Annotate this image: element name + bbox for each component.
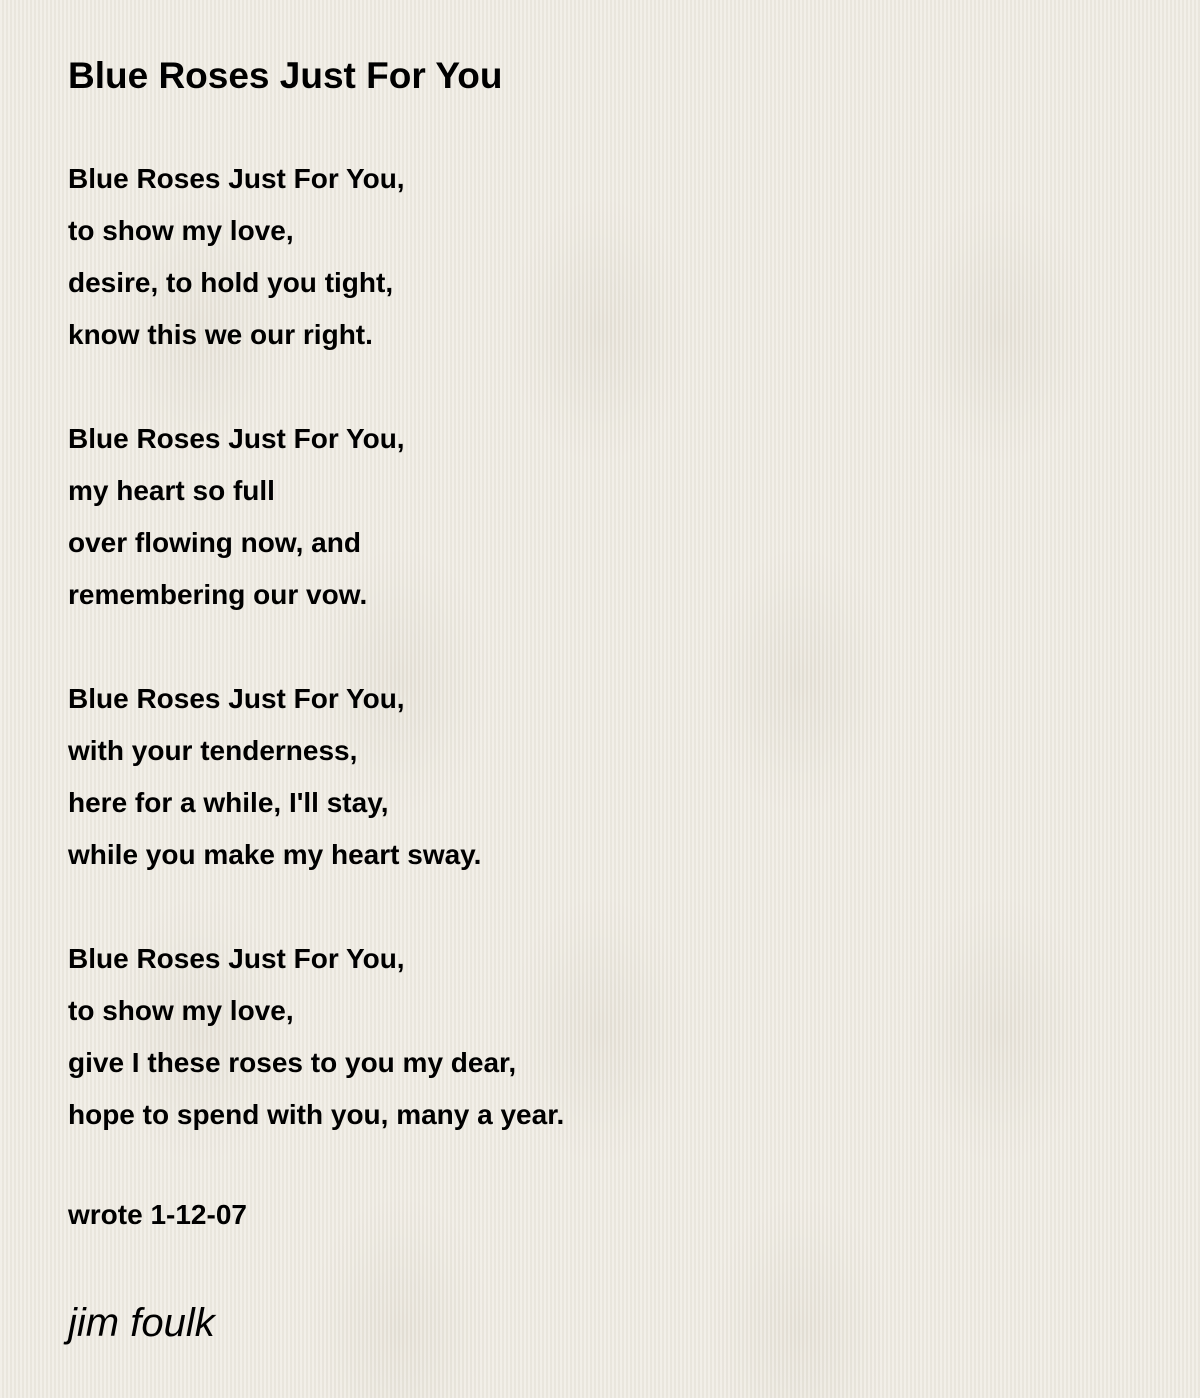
poem-line: here for a while, I'll stay, [68,787,389,818]
poem-line: while you make my heart sway. [68,839,482,870]
written-date-note: wrote 1-12-07 [68,1199,247,1230]
poem-line: remembering our vow. [68,579,368,610]
poem-title: Blue Roses Just For You [68,55,503,96]
poem-line: over flowing now, and [68,527,361,558]
poem-line: know this we our right. [68,319,373,350]
stanza-2 [68,413,1148,673]
stanza-1 [68,153,1148,413]
poem-line: to show my love, [68,995,294,1026]
poem-line: hope to spend with you, many a year. [68,1099,565,1130]
poem-line: with your tenderness, [68,735,358,766]
poem-line: my heart so full [68,475,275,506]
poem-line: to show my love, [68,215,294,246]
poem-line: Blue Roses Just For You, [68,163,405,194]
stanza-3 [68,673,1148,933]
poem-body [68,153,1148,1193]
poem-line: Blue Roses Just For You, [68,423,405,454]
poem-line: Blue Roses Just For You, [68,943,405,974]
stanza-4 [68,933,1148,1193]
poem-line: give I these roses to you my dear, [68,1047,517,1078]
poem-line: desire, to hold you tight, [68,267,394,298]
poem-line: Blue Roses Just For You, [68,683,405,714]
author-name: jim foulk [68,1301,215,1345]
